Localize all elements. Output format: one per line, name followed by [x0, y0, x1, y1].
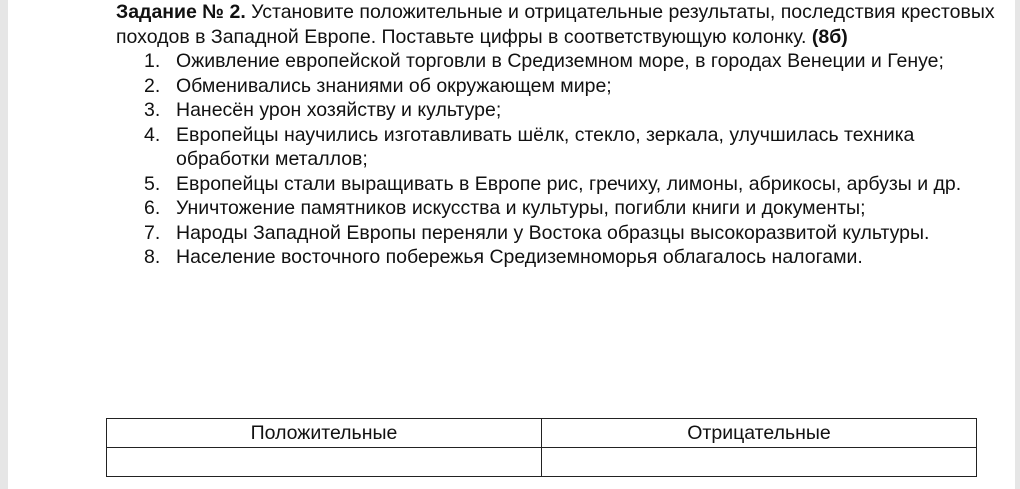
list-item-number: 1.	[144, 50, 161, 72]
left-margin-strip	[0, 0, 8, 489]
task-block	[116, 0, 1011, 270]
table-header-row	[107, 419, 977, 448]
list-item-number: 6.	[144, 197, 161, 219]
answer-table	[106, 418, 977, 477]
list-item-text: Народы Западной Европы переняли у Востока образцы высокоразвитой культуры.	[176, 221, 930, 244]
list-item-text: Нанесён урон хозяйству и культуре;	[176, 99, 502, 121]
list-item	[116, 49, 1011, 74]
list-item-number: 5.	[144, 172, 161, 195]
list-item	[116, 74, 1011, 99]
list-item	[116, 123, 1011, 172]
list-item-text: Обменивались знаниями об окружающем мире;	[176, 74, 612, 97]
table-row	[107, 448, 977, 477]
header-positive: Положительные	[107, 419, 542, 448]
list-item-number: 8.	[144, 246, 161, 268]
list-item-text: Оживление европейской торговли в Средиземном море, в городах Венеции и Генуе;	[176, 50, 944, 72]
task-intro	[116, 0, 1011, 49]
list-item	[116, 98, 1011, 123]
list-item-text: Уничтожение памятников искусства и культуры, погибли книги и документы;	[176, 197, 866, 219]
task-points: (8б)	[811, 25, 848, 48]
list-item	[116, 172, 1011, 197]
list-item-number: 3.	[144, 99, 161, 121]
list-item	[116, 221, 1011, 246]
list-item-number: 2.	[144, 74, 161, 97]
list-item-text: Европейцы научились изготавливать шёлк, стекло, зеркала, улучшилась техника обработки металлов;	[176, 123, 915, 170]
right-margin-strip	[1015, 0, 1020, 489]
task-text: Установите положительные и отрицательные результаты, последствия крестовых походов в Западной Европе. Поставьте цифры в соответствующую колонку.	[116, 1, 995, 48]
list-item-text: Европейцы стали выращивать в Европе рис, гречиху, лимоны, абрикосы, арбузы и др.	[176, 172, 962, 195]
header-negative: Отрицательные	[542, 419, 977, 448]
list-item-number: 7.	[144, 221, 161, 244]
task-list	[116, 49, 1011, 270]
list-item-number: 4.	[144, 123, 161, 146]
task-title: Задание № 2.	[116, 1, 246, 23]
list-item-text: Население восточного побережья Средиземноморья облагалось налогами.	[176, 246, 863, 268]
cell-positive[interactable]	[107, 448, 542, 477]
cell-negative[interactable]	[542, 448, 977, 477]
list-item	[116, 196, 1011, 221]
list-item	[116, 245, 1011, 270]
